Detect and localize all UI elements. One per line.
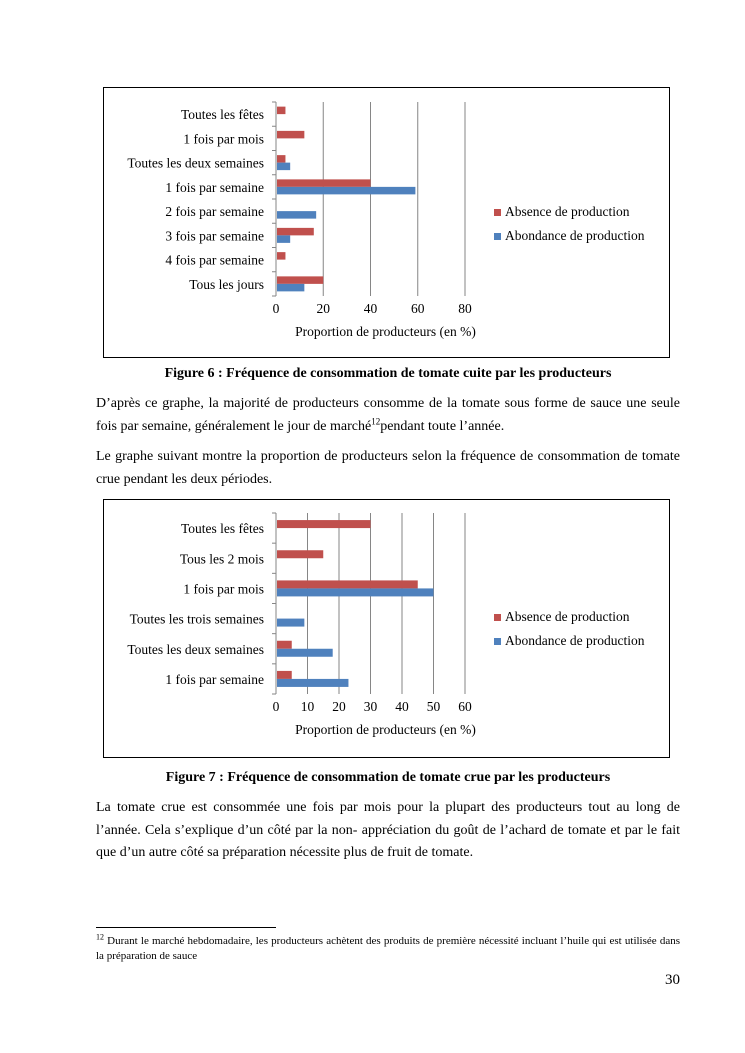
figure-6-chart [104, 88, 669, 357]
legend-swatch [494, 233, 501, 240]
x-tick-label: 60 [411, 301, 425, 316]
footnote-separator [96, 927, 276, 928]
figure-6-chart-frame [103, 87, 670, 358]
x-tick-label: 10 [300, 699, 315, 714]
category-label: Toutes les deux semaines [127, 641, 264, 657]
bar [277, 588, 434, 596]
figure-6-caption: Figure 6 : Fréquence de consommation de tomate cuite par les producteurs [164, 366, 612, 381]
legend-label: Abondance de production [505, 228, 645, 243]
x-axis-label: Proportion de producteurs (en %) [295, 722, 476, 737]
bar [277, 619, 304, 627]
legend-label: Absence de production [505, 204, 630, 219]
category-label: 1 fois par mois [183, 581, 264, 597]
category-label: Toutes les fêtes [180, 521, 264, 537]
legend-swatch [494, 209, 501, 216]
paragraph-1-text: D’après ce graphe, la majorité de producteurs consomme de la tomate sous forme de sauce une seule fois par semaine, généralement le jour de marché [96, 396, 680, 434]
bar [277, 679, 348, 687]
category-label: Toutes les fêtes [180, 107, 264, 123]
bar [277, 550, 323, 558]
bar [277, 131, 304, 139]
category-label: Tous les 2 mois [179, 551, 264, 567]
paragraph-1-text-end: pendant toute l’année. [380, 418, 505, 434]
x-tick-label: 30 [363, 699, 378, 714]
bar [277, 276, 323, 284]
page-number: 30 [665, 972, 680, 988]
legend-swatch [494, 614, 501, 621]
figure-7-caption: Figure 7 : Fréquence de consommation de tomate crue par les producteurs [165, 770, 611, 785]
footnote-number: 12 [96, 932, 104, 942]
bar [277, 252, 285, 260]
x-tick-label: 80 [458, 301, 472, 316]
bar [277, 179, 371, 187]
bar [277, 284, 304, 292]
bar [277, 641, 292, 649]
legend-label: Abondance de production [505, 633, 645, 648]
x-tick-label: 40 [395, 699, 409, 714]
x-tick-label: 0 [272, 699, 280, 714]
x-tick-label: 60 [458, 699, 472, 714]
category-label: Toutes les deux semaines [127, 155, 264, 171]
legend-label: Absence de production [505, 609, 630, 624]
bar [277, 187, 415, 195]
category-label: 1 fois par semaine [165, 179, 264, 195]
bar [277, 235, 290, 243]
bar [277, 155, 285, 163]
bar [277, 107, 285, 115]
bar [277, 211, 316, 219]
footnote-text: Durant le marché hebdomadaire, les producteurs achètent des produits de première nécessité incluant l’huile qui est utilisée dans la préparation de sauce [96, 935, 680, 962]
x-tick-label: 20 [316, 301, 330, 316]
bar [277, 228, 314, 236]
figure-7-chart [104, 500, 669, 757]
category-label: 2 fois par semaine [165, 204, 264, 220]
figure-7-chart-frame [103, 499, 670, 758]
x-tick-label: 40 [363, 301, 378, 316]
category-label: 1 fois par mois [183, 131, 264, 147]
paragraph-2: Le graphe suivant montre la proportion de producteurs selon la fréquence de consommation de tomate crue pendant les deux périodes. [96, 449, 680, 487]
legend-swatch [494, 638, 501, 645]
bar [277, 520, 371, 528]
paragraph-1 [96, 393, 680, 438]
bar [277, 163, 290, 171]
footnote [96, 934, 680, 964]
x-axis-label: Proportion de producteurs (en %) [295, 324, 476, 339]
bar [277, 580, 418, 588]
x-tick-label: 0 [272, 301, 280, 316]
category-label: 4 fois par semaine [165, 252, 264, 268]
category-label: Tous les jours [189, 276, 264, 292]
x-tick-label: 20 [332, 699, 346, 714]
footnote-reference[interactable]: 12 [371, 415, 381, 426]
bar [277, 649, 333, 657]
category-label: 1 fois par semaine [165, 671, 264, 687]
x-tick-label: 50 [426, 699, 441, 714]
paragraph-3: La tomate crue est consommée une fois par mois pour la plupart des producteurs tout au long de l’année. Cela s’explique d’un côté par la non- appréciation du goût de l’achard de tomate et par le fait que d’un autre côté sa préparation nécessite plus de fruit de tomate. [96, 800, 680, 860]
bar [277, 671, 292, 679]
category-label: 3 fois par semaine [165, 228, 264, 244]
category-label: Toutes les trois semaines [129, 611, 264, 627]
